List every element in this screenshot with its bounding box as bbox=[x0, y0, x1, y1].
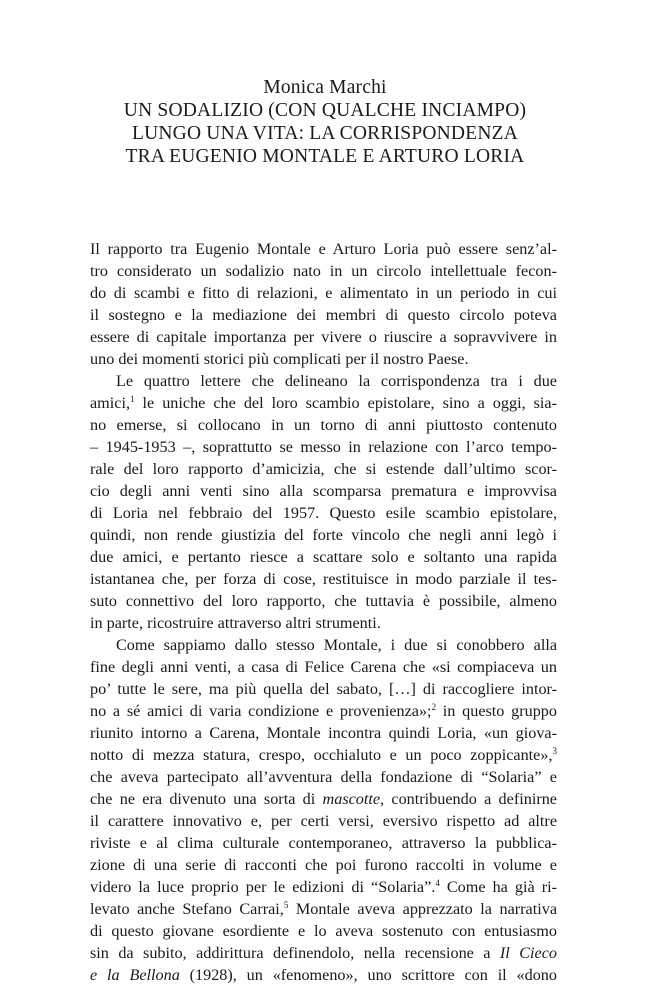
text-line: di questo giovane esordiente e lo aveva sostenuto con entusiasmo bbox=[90, 922, 557, 940]
footnote-mark: 4 bbox=[435, 878, 440, 888]
footnote-mark: 1 bbox=[130, 394, 135, 404]
text-line: zione di una serie di racconti che poi furono raccolti in volume e bbox=[90, 856, 557, 874]
italic-term: mascotte bbox=[322, 790, 381, 808]
text-fragment: le uniche che del loro scambio epistolare, sino a oggi, sia- bbox=[134, 394, 557, 412]
text-line: il sostegno e la mediazione dei membri di questo circolo poteva bbox=[90, 306, 557, 324]
text-line: istantanea che, per forza di cose, restituisce in modo parziale il tes- bbox=[90, 570, 557, 588]
text-fragment: sin da subito, addirittura definendolo, nella recensione a bbox=[90, 944, 500, 962]
footnote-mark: 5 bbox=[283, 900, 289, 910]
text-line: Il rapporto tra Eugenio Montale e Arturo Loria può essere senz’al- bbox=[90, 240, 557, 258]
text-fragment: che ne era divenuto una sorta di bbox=[90, 790, 323, 808]
text-fragment: notto di mezza statura, crespo, occhialuto e un poco zoppicante», bbox=[90, 746, 553, 764]
text-line: riviste e al clima culturale contemporaneo, attraverso la pubblica- bbox=[90, 834, 557, 852]
text-line: fine degli anni venti, a casa di Felice Carena che «si compiaceva un bbox=[90, 658, 557, 676]
body-text bbox=[90, 238, 557, 986]
text-line: riunito intorno a Carena, Montale incontra quindi Loria, «un giova- bbox=[90, 724, 557, 742]
footnote-mark: 2 bbox=[431, 702, 437, 712]
text-fragment: videro la luce proprio per le edizioni di “Solaria”. bbox=[90, 878, 436, 896]
text-line: di Loria nel febbraio del 1957. Questo esile scambio epistolare, bbox=[90, 504, 557, 522]
text-line: uno dei momenti storici più complicati per il nostro Paese. bbox=[90, 350, 469, 368]
italic-title: Il Cieco bbox=[499, 944, 557, 962]
text-line: che aveva partecipato all’avventura della fondazione di “Solaria” e bbox=[90, 768, 557, 786]
italic-title: e la Bellona bbox=[90, 966, 180, 984]
text-line bbox=[90, 898, 557, 920]
text-fragment: Montale aveva apprezzato la narrativa bbox=[288, 900, 557, 918]
text-line bbox=[90, 392, 557, 414]
text-line: do di scambi e fitto di relazioni, e alimentato in un periodo in cui bbox=[90, 284, 557, 302]
text-line: rale del loro rapporto d’amicizia, che si estende dall’ultimo scor- bbox=[90, 460, 557, 478]
text-line: tro considerato un sodalizio nato in un circolo intellettuale fecon- bbox=[90, 262, 557, 280]
text-line: Le quattro lettere che delineano la corrispondenza tra i due bbox=[116, 372, 557, 390]
text-fragment: no a sé amici di varia condizione e provenienza»; bbox=[90, 702, 432, 720]
article-header bbox=[0, 76, 650, 168]
text-line: suto connettivo del loro rapporto, che tuttavia è possibile, almeno bbox=[90, 592, 557, 610]
text-line: il carattere innovativo e, per certi versi, eversivo rispetto ad altre bbox=[90, 812, 557, 830]
text-line bbox=[90, 876, 557, 898]
title-line-1: UN SODALIZIO (CON QUALCHE INCIAMPO) bbox=[123, 100, 527, 121]
text-line: – 1945-1953 –, soprattutto se messo in relazione con l’arco tempo- bbox=[90, 438, 557, 456]
author-name: Monica Marchi bbox=[263, 77, 387, 98]
text-line: Come sappiamo dallo stesso Montale, i due si conobbero alla bbox=[116, 636, 557, 654]
text-line: no emerse, si collocano in un torno di anni piuttosto contenuto bbox=[90, 416, 557, 434]
text-line bbox=[90, 788, 557, 810]
footnote-mark: 3 bbox=[552, 746, 557, 756]
text-fragment: (1928), un «fenomeno», uno scrittore con il «dono bbox=[179, 966, 557, 984]
text-line: due amici, e pertanto riesce a scattare solo e soltanto una rapida bbox=[90, 548, 557, 566]
text-line bbox=[90, 744, 557, 766]
text-fragment: levato anche Stefano Carrai, bbox=[90, 900, 284, 918]
text-line: quindi, non rende giustizia del forte vincolo che negli anni legò i bbox=[90, 526, 557, 544]
text-fragment: , contribuendo a definirne bbox=[380, 790, 557, 808]
text-fragment: Come ha già ri- bbox=[439, 878, 557, 896]
text-line bbox=[90, 964, 557, 986]
text-line: po’ tutte le sere, ma più quella del sabato, […] di raccogliere intor- bbox=[90, 680, 557, 698]
text-line: essere di capitale importanza per vivere o riuscire a sopravvivere in bbox=[90, 328, 557, 346]
text-fragment: in questo gruppo bbox=[436, 702, 557, 720]
title-line-3: TRA EUGENIO MONTALE E ARTURO LORIA bbox=[125, 146, 525, 167]
text-line bbox=[90, 942, 557, 964]
text-line: in parte, ricostruire attraverso altri strumenti. bbox=[90, 614, 381, 632]
text-fragment: amici, bbox=[90, 394, 131, 412]
title-line-2: LUNGO UNA VITA: LA CORRISPONDENZA bbox=[131, 123, 519, 144]
text-line: cio degli anni venti sino alla scomparsa prematura e improvvisa bbox=[90, 482, 557, 500]
text-line bbox=[90, 700, 557, 722]
